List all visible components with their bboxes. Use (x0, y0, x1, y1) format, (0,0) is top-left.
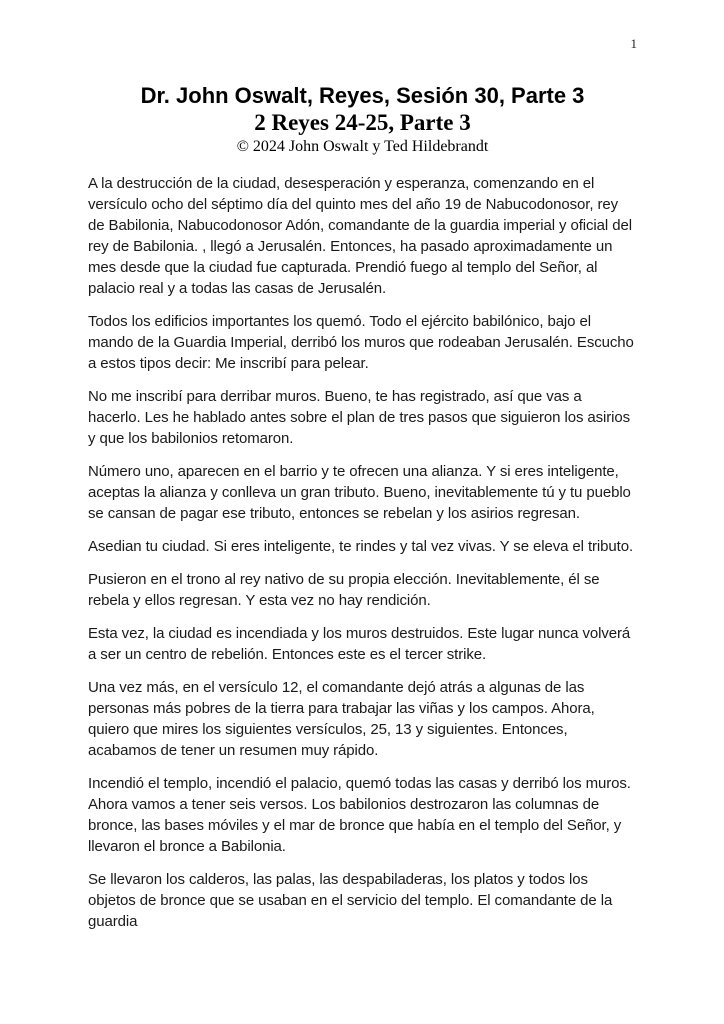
paragraph-2: Todos los edificios importantes los quemó. Todo el ejército babilónico, bajo el mando de la Guardia Imperial, derribó los muros que rodeaban Jerusalén. Escucho a estos tipos decir: Me inscribí para pelear. (88, 313, 634, 372)
paragraph-7: Esta vez, la ciudad es incendiada y los muros destruidos. Este lugar nunca volverá a ser un centro de rebelión. Entonces este es el tercer strike. (88, 625, 631, 663)
page-number: 1 (630, 36, 637, 51)
paragraph-1: A la destrucción de la ciudad, desesperación y esperanza, comenzando en el versículo ocho del séptimo día del quinto mes del año 19 de Nabucodonosor, rey de Babilonia, Nabucodonosor Adón, comandante de la guardia imperial y oficial del rey de Babilonia. , llegó a Jerusalén. Entonces, ha pasado aproximadamente un mes desde que la ciudad fue capturada. Prendió fuego al templo del Señor, al palacio real y a todas las casas de Jerusalén. (88, 175, 632, 297)
paragraph-5: Asedian tu ciudad. Si eres inteligente, te rindes y tal vez vivas. Y se eleva el tributo. (88, 538, 634, 555)
document-title: Dr. John Oswalt, Reyes, Sesión 30, Parte 3 (140, 83, 585, 108)
document-body (88, 173, 637, 932)
paragraph-9: Incendió el templo, incendió el palacio, quemó todas las casas y derribó los muros. Ahora vamos a tener seis versos. Los babilonios destrozaron las columnas de bronce, las bases móviles y el mar de bronce que había en el templo del Señor, y llevaron el bronce a Babilonia. (88, 775, 631, 855)
paragraph-4: Número uno, aparecen en el barrio y te ofrecen una alianza. Y si eres inteligente, aceptas la alianza y conlleva un gran tributo. Bueno, inevitablemente tú y tu pueblo se cansan de pagar ese tributo, entonces se rebelan y los asirios regresan. (88, 463, 631, 522)
paragraph-3: No me inscribí para derribar muros. Bueno, te has registrado, así que vas a hacerlo. Les he hablado antes sobre el plan de tres pasos que siguieron los asirios y que los babilonios retomaron. (88, 388, 631, 447)
copyright-line: © 2024 John Oswalt y Ted Hildebrandt (236, 138, 489, 155)
paragraph-10: Se llevaron los calderos, las palas, las despabiladeras, los platos y todos los objetos de bronce que se usaban en el servicio del templo. El comandante de la guardia (88, 871, 613, 930)
paragraph-6: Pusieron en el trono al rey nativo de su propia elección. Inevitablemente, él se rebela y ellos regresan. Y esta vez no hay rendición. (88, 571, 600, 609)
paragraph-8: Una vez más, en el versículo 12, el comandante dejó atrás a algunas de las personas más pobres de la tierra para trabajar las viñas y los campos. Ahora, quiero que mires los siguientes versículos, 25, 13 y siguientes. Entonces, acabamos de tener un resumen muy rápido. (88, 679, 595, 759)
document-subtitle: 2 Reyes 24-25, Parte 3 (254, 110, 471, 135)
